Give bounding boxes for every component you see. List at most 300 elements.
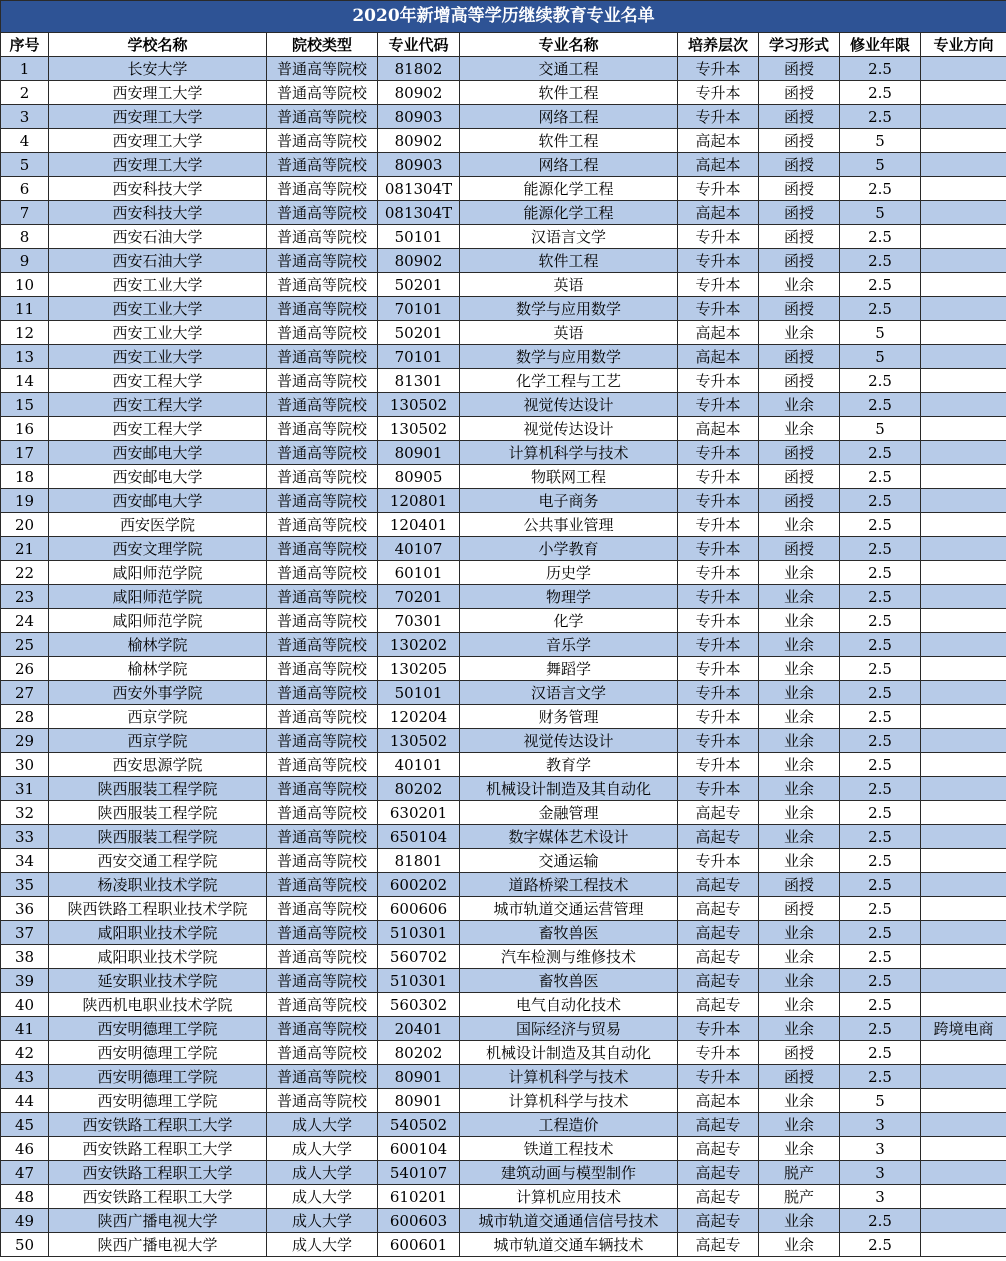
cell-program-name: 视觉传达设计 bbox=[460, 393, 678, 417]
cell-school-name: 西安理工大学 bbox=[49, 105, 267, 129]
cell-program-name: 财务管理 bbox=[460, 705, 678, 729]
cell-duration: 2.5 bbox=[840, 849, 921, 873]
cell-index: 28 bbox=[1, 705, 49, 729]
cell-study-mode: 函授 bbox=[759, 1065, 840, 1089]
cell-training-level: 高起本 bbox=[678, 201, 759, 225]
cell-program-code: 600606 bbox=[378, 897, 460, 921]
cell-training-level: 专升本 bbox=[678, 465, 759, 489]
table-row bbox=[1, 969, 1006, 993]
cell-study-mode: 业余 bbox=[759, 417, 840, 441]
cell-school-type: 普通高等院校 bbox=[267, 57, 378, 81]
cell-study-mode: 函授 bbox=[759, 177, 840, 201]
cell-study-mode: 函授 bbox=[759, 1041, 840, 1065]
cell-index: 27 bbox=[1, 681, 49, 705]
table-row bbox=[1, 129, 1006, 153]
cell-specialization bbox=[921, 921, 1006, 945]
cell-index: 7 bbox=[1, 201, 49, 225]
cell-index: 19 bbox=[1, 489, 49, 513]
cell-program-name: 视觉传达设计 bbox=[460, 729, 678, 753]
cell-school-name: 西安邮电大学 bbox=[49, 441, 267, 465]
cell-program-name: 软件工程 bbox=[460, 81, 678, 105]
cell-specialization bbox=[921, 849, 1006, 873]
table-row bbox=[1, 729, 1006, 753]
cell-training-level: 专升本 bbox=[678, 561, 759, 585]
cell-study-mode: 业余 bbox=[759, 681, 840, 705]
cell-duration: 2.5 bbox=[840, 945, 921, 969]
cell-index: 37 bbox=[1, 921, 49, 945]
cell-program-code: 130202 bbox=[378, 633, 460, 657]
cell-school-type: 普通高等院校 bbox=[267, 801, 378, 825]
cell-school-name: 西安理工大学 bbox=[49, 129, 267, 153]
table-row bbox=[1, 945, 1006, 969]
table-row bbox=[1, 57, 1006, 81]
cell-program-name: 交通运输 bbox=[460, 849, 678, 873]
cell-school-type: 普通高等院校 bbox=[267, 1041, 378, 1065]
cell-school-type: 普通高等院校 bbox=[267, 297, 378, 321]
cell-school-type: 普通高等院校 bbox=[267, 585, 378, 609]
table-row bbox=[1, 153, 1006, 177]
cell-specialization bbox=[921, 465, 1006, 489]
cell-index: 40 bbox=[1, 993, 49, 1017]
cell-school-name: 咸阳职业技术学院 bbox=[49, 921, 267, 945]
cell-specialization bbox=[921, 1089, 1006, 1113]
cell-specialization bbox=[921, 657, 1006, 681]
cell-specialization bbox=[921, 417, 1006, 441]
cell-specialization bbox=[921, 777, 1006, 801]
cell-duration: 2.5 bbox=[840, 369, 921, 393]
cell-school-type: 成人大学 bbox=[267, 1233, 378, 1257]
cell-index: 17 bbox=[1, 441, 49, 465]
table-row bbox=[1, 825, 1006, 849]
cell-school-name: 西安铁路工程职工大学 bbox=[49, 1137, 267, 1161]
cell-study-mode: 业余 bbox=[759, 729, 840, 753]
cell-training-level: 高起专 bbox=[678, 921, 759, 945]
cell-program-code: 80903 bbox=[378, 105, 460, 129]
header-program-name: 专业名称 bbox=[460, 33, 678, 57]
cell-program-code: 081304T bbox=[378, 177, 460, 201]
cell-school-name: 西安明德理工学院 bbox=[49, 1065, 267, 1089]
cell-school-name: 西安外事学院 bbox=[49, 681, 267, 705]
cell-duration: 5 bbox=[840, 417, 921, 441]
cell-training-level: 高起专 bbox=[678, 945, 759, 969]
table-row bbox=[1, 225, 1006, 249]
cell-school-name: 西安邮电大学 bbox=[49, 465, 267, 489]
cell-training-level: 高起本 bbox=[678, 321, 759, 345]
cell-duration: 3 bbox=[840, 1185, 921, 1209]
cell-study-mode: 函授 bbox=[759, 537, 840, 561]
cell-study-mode: 函授 bbox=[759, 465, 840, 489]
cell-program-code: 80901 bbox=[378, 441, 460, 465]
cell-program-code: 20401 bbox=[378, 1017, 460, 1041]
cell-index: 26 bbox=[1, 657, 49, 681]
cell-specialization bbox=[921, 81, 1006, 105]
cell-specialization bbox=[921, 225, 1006, 249]
cell-study-mode: 业余 bbox=[759, 585, 840, 609]
cell-school-type: 普通高等院校 bbox=[267, 777, 378, 801]
cell-school-type: 普通高等院校 bbox=[267, 969, 378, 993]
cell-study-mode: 函授 bbox=[759, 489, 840, 513]
cell-study-mode: 函授 bbox=[759, 153, 840, 177]
cell-specialization bbox=[921, 753, 1006, 777]
table-row bbox=[1, 1065, 1006, 1089]
cell-school-name: 咸阳师范学院 bbox=[49, 609, 267, 633]
cell-training-level: 专升本 bbox=[678, 57, 759, 81]
cell-school-name: 西安理工大学 bbox=[49, 153, 267, 177]
cell-study-mode: 业余 bbox=[759, 945, 840, 969]
cell-school-type: 普通高等院校 bbox=[267, 945, 378, 969]
cell-program-name: 建筑动画与模型制作 bbox=[460, 1161, 678, 1185]
cell-specialization bbox=[921, 681, 1006, 705]
table-row bbox=[1, 1017, 1006, 1041]
cell-training-level: 高起专 bbox=[678, 969, 759, 993]
cell-index: 49 bbox=[1, 1209, 49, 1233]
cell-training-level: 高起专 bbox=[678, 873, 759, 897]
cell-program-name: 教育学 bbox=[460, 753, 678, 777]
cell-program-code: 60101 bbox=[378, 561, 460, 585]
cell-program-code: 80202 bbox=[378, 1041, 460, 1065]
cell-index: 41 bbox=[1, 1017, 49, 1041]
cell-study-mode: 业余 bbox=[759, 801, 840, 825]
cell-duration: 2.5 bbox=[840, 489, 921, 513]
cell-program-name: 汽车检测与维修技术 bbox=[460, 945, 678, 969]
cell-school-name: 西安明德理工学院 bbox=[49, 1089, 267, 1113]
cell-program-code: 70201 bbox=[378, 585, 460, 609]
cell-program-name: 网络工程 bbox=[460, 105, 678, 129]
cell-index: 48 bbox=[1, 1185, 49, 1209]
cell-study-mode: 脱产 bbox=[759, 1161, 840, 1185]
cell-school-type: 普通高等院校 bbox=[267, 1017, 378, 1041]
cell-index: 33 bbox=[1, 825, 49, 849]
cell-specialization bbox=[921, 969, 1006, 993]
cell-school-name: 陕西服装工程学院 bbox=[49, 777, 267, 801]
cell-program-code: 600603 bbox=[378, 1209, 460, 1233]
cell-school-type: 普通高等院校 bbox=[267, 201, 378, 225]
table-row bbox=[1, 1161, 1006, 1185]
cell-school-type: 普通高等院校 bbox=[267, 681, 378, 705]
cell-school-name: 咸阳师范学院 bbox=[49, 585, 267, 609]
cell-index: 8 bbox=[1, 225, 49, 249]
cell-duration: 2.5 bbox=[840, 105, 921, 129]
cell-study-mode: 业余 bbox=[759, 657, 840, 681]
cell-program-name: 物联网工程 bbox=[460, 465, 678, 489]
cell-study-mode: 业余 bbox=[759, 561, 840, 585]
table-row bbox=[1, 897, 1006, 921]
cell-training-level: 专升本 bbox=[678, 441, 759, 465]
cell-school-type: 成人大学 bbox=[267, 1137, 378, 1161]
table-row bbox=[1, 657, 1006, 681]
cell-program-name: 汉语言文学 bbox=[460, 225, 678, 249]
cell-school-type: 普通高等院校 bbox=[267, 129, 378, 153]
cell-specialization bbox=[921, 441, 1006, 465]
cell-specialization bbox=[921, 489, 1006, 513]
cell-school-name: 陕西服装工程学院 bbox=[49, 825, 267, 849]
cell-specialization bbox=[921, 1233, 1006, 1257]
cell-program-code: 80903 bbox=[378, 153, 460, 177]
cell-school-name: 西安铁路工程职工大学 bbox=[49, 1161, 267, 1185]
cell-index: 16 bbox=[1, 417, 49, 441]
cell-duration: 3 bbox=[840, 1113, 921, 1137]
cell-index: 46 bbox=[1, 1137, 49, 1161]
cell-program-name: 工程造价 bbox=[460, 1113, 678, 1137]
cell-duration: 5 bbox=[840, 129, 921, 153]
cell-training-level: 专升本 bbox=[678, 585, 759, 609]
cell-program-name: 城市轨道交通运营管理 bbox=[460, 897, 678, 921]
cell-specialization bbox=[921, 1137, 1006, 1161]
cell-index: 35 bbox=[1, 873, 49, 897]
cell-index: 13 bbox=[1, 345, 49, 369]
cell-training-level: 高起本 bbox=[678, 417, 759, 441]
cell-training-level: 专升本 bbox=[678, 225, 759, 249]
cell-index: 38 bbox=[1, 945, 49, 969]
cell-program-name: 金融管理 bbox=[460, 801, 678, 825]
cell-duration: 5 bbox=[840, 321, 921, 345]
table-row bbox=[1, 1041, 1006, 1065]
cell-study-mode: 业余 bbox=[759, 321, 840, 345]
cell-school-name: 西安科技大学 bbox=[49, 177, 267, 201]
cell-program-code: 80905 bbox=[378, 465, 460, 489]
cell-program-code: 130502 bbox=[378, 417, 460, 441]
cell-program-name: 化学工程与工艺 bbox=[460, 369, 678, 393]
cell-training-level: 高起专 bbox=[678, 1137, 759, 1161]
cell-study-mode: 业余 bbox=[759, 273, 840, 297]
cell-training-level: 专升本 bbox=[678, 753, 759, 777]
cell-school-type: 普通高等院校 bbox=[267, 729, 378, 753]
cell-study-mode: 函授 bbox=[759, 105, 840, 129]
header-school-type: 院校类型 bbox=[267, 33, 378, 57]
cell-program-name: 机械设计制造及其自动化 bbox=[460, 777, 678, 801]
cell-school-type: 普通高等院校 bbox=[267, 489, 378, 513]
cell-school-name: 西安交通工程学院 bbox=[49, 849, 267, 873]
cell-index: 22 bbox=[1, 561, 49, 585]
cell-duration: 2.5 bbox=[840, 921, 921, 945]
cell-program-code: 650104 bbox=[378, 825, 460, 849]
cell-study-mode: 函授 bbox=[759, 345, 840, 369]
cell-training-level: 高起专 bbox=[678, 1209, 759, 1233]
cell-duration: 2.5 bbox=[840, 1017, 921, 1041]
cell-program-code: 130502 bbox=[378, 729, 460, 753]
cell-school-type: 普通高等院校 bbox=[267, 81, 378, 105]
cell-training-level: 专升本 bbox=[678, 249, 759, 273]
cell-duration: 3 bbox=[840, 1161, 921, 1185]
cell-program-name: 视觉传达设计 bbox=[460, 417, 678, 441]
cell-study-mode: 业余 bbox=[759, 513, 840, 537]
table-row bbox=[1, 489, 1006, 513]
cell-study-mode: 函授 bbox=[759, 297, 840, 321]
cell-duration: 5 bbox=[840, 153, 921, 177]
cell-study-mode: 函授 bbox=[759, 369, 840, 393]
header-school-name: 学校名称 bbox=[49, 33, 267, 57]
cell-specialization bbox=[921, 129, 1006, 153]
cell-training-level: 专升本 bbox=[678, 1017, 759, 1041]
cell-specialization bbox=[921, 1161, 1006, 1185]
cell-school-type: 普通高等院校 bbox=[267, 1065, 378, 1089]
table-row bbox=[1, 993, 1006, 1017]
cell-program-name: 小学教育 bbox=[460, 537, 678, 561]
cell-training-level: 专升本 bbox=[678, 489, 759, 513]
table-title: 2020年新增高等学历继续教育专业名单 bbox=[0, 0, 1006, 32]
cell-duration: 2.5 bbox=[840, 441, 921, 465]
cell-training-level: 高起专 bbox=[678, 1113, 759, 1137]
header-duration: 修业年限 bbox=[840, 33, 921, 57]
cell-school-type: 普通高等院校 bbox=[267, 321, 378, 345]
cell-duration: 2.5 bbox=[840, 801, 921, 825]
cell-program-name: 数学与应用数学 bbox=[460, 345, 678, 369]
cell-program-name: 公共事业管理 bbox=[460, 513, 678, 537]
cell-duration: 2.5 bbox=[840, 585, 921, 609]
cell-school-name: 榆林学院 bbox=[49, 633, 267, 657]
cell-program-name: 电子商务 bbox=[460, 489, 678, 513]
cell-specialization: 跨境电商 bbox=[921, 1017, 1006, 1041]
cell-school-type: 普通高等院校 bbox=[267, 657, 378, 681]
cell-program-name: 计算机科学与技术 bbox=[460, 1089, 678, 1113]
table-row bbox=[1, 537, 1006, 561]
cell-school-name: 西安思源学院 bbox=[49, 753, 267, 777]
cell-study-mode: 业余 bbox=[759, 1137, 840, 1161]
cell-school-name: 西安医学院 bbox=[49, 513, 267, 537]
cell-program-code: 600104 bbox=[378, 1137, 460, 1161]
cell-duration: 5 bbox=[840, 345, 921, 369]
cell-index: 42 bbox=[1, 1041, 49, 1065]
cell-school-name: 陕西机电职业技术学院 bbox=[49, 993, 267, 1017]
cell-school-name: 西京学院 bbox=[49, 705, 267, 729]
cell-study-mode: 函授 bbox=[759, 873, 840, 897]
cell-specialization bbox=[921, 105, 1006, 129]
table-row bbox=[1, 1137, 1006, 1161]
cell-index: 2 bbox=[1, 81, 49, 105]
cell-program-name: 汉语言文学 bbox=[460, 681, 678, 705]
cell-study-mode: 业余 bbox=[759, 825, 840, 849]
cell-program-code: 70101 bbox=[378, 345, 460, 369]
table-row bbox=[1, 753, 1006, 777]
cell-specialization bbox=[921, 345, 1006, 369]
table-row bbox=[1, 921, 1006, 945]
cell-school-type: 普通高等院校 bbox=[267, 921, 378, 945]
cell-specialization bbox=[921, 393, 1006, 417]
cell-training-level: 专升本 bbox=[678, 297, 759, 321]
cell-specialization bbox=[921, 369, 1006, 393]
cell-study-mode: 业余 bbox=[759, 969, 840, 993]
cell-program-name: 机械设计制造及其自动化 bbox=[460, 1041, 678, 1065]
cell-program-name: 畜牧兽医 bbox=[460, 921, 678, 945]
cell-specialization bbox=[921, 993, 1006, 1017]
cell-program-code: 80902 bbox=[378, 129, 460, 153]
cell-school-name: 长安大学 bbox=[49, 57, 267, 81]
cell-study-mode: 业余 bbox=[759, 633, 840, 657]
cell-duration: 2.5 bbox=[840, 249, 921, 273]
table-row bbox=[1, 1209, 1006, 1233]
cell-program-code: 130502 bbox=[378, 393, 460, 417]
cell-duration: 3 bbox=[840, 1137, 921, 1161]
cell-index: 12 bbox=[1, 321, 49, 345]
cell-program-name: 化学 bbox=[460, 609, 678, 633]
cell-school-type: 普通高等院校 bbox=[267, 633, 378, 657]
cell-specialization bbox=[921, 273, 1006, 297]
cell-specialization bbox=[921, 153, 1006, 177]
cell-index: 3 bbox=[1, 105, 49, 129]
cell-study-mode: 业余 bbox=[759, 849, 840, 873]
cell-duration: 2.5 bbox=[840, 633, 921, 657]
cell-duration: 5 bbox=[840, 201, 921, 225]
cell-school-type: 普通高等院校 bbox=[267, 369, 378, 393]
cell-index: 34 bbox=[1, 849, 49, 873]
cell-program-name: 计算机科学与技术 bbox=[460, 1065, 678, 1089]
cell-program-name: 舞蹈学 bbox=[460, 657, 678, 681]
cell-duration: 2.5 bbox=[840, 825, 921, 849]
cell-school-name: 陕西广播电视大学 bbox=[49, 1233, 267, 1257]
cell-program-name: 畜牧兽医 bbox=[460, 969, 678, 993]
cell-index: 1 bbox=[1, 57, 49, 81]
cell-program-code: 120801 bbox=[378, 489, 460, 513]
cell-index: 18 bbox=[1, 465, 49, 489]
cell-school-name: 西安石油大学 bbox=[49, 249, 267, 273]
cell-index: 9 bbox=[1, 249, 49, 273]
cell-index: 30 bbox=[1, 753, 49, 777]
cell-program-name: 电气自动化技术 bbox=[460, 993, 678, 1017]
cell-training-level: 高起专 bbox=[678, 993, 759, 1017]
cell-school-type: 普通高等院校 bbox=[267, 393, 378, 417]
cell-program-name: 城市轨道交通通信信号技术 bbox=[460, 1209, 678, 1233]
cell-index: 32 bbox=[1, 801, 49, 825]
cell-training-level: 高起专 bbox=[678, 1233, 759, 1257]
cell-specialization bbox=[921, 609, 1006, 633]
cell-study-mode: 函授 bbox=[759, 201, 840, 225]
table-row bbox=[1, 465, 1006, 489]
table-row bbox=[1, 1233, 1006, 1257]
cell-study-mode: 函授 bbox=[759, 441, 840, 465]
cell-training-level: 专升本 bbox=[678, 81, 759, 105]
cell-training-level: 专升本 bbox=[678, 729, 759, 753]
cell-program-code: 50101 bbox=[378, 225, 460, 249]
header-program-code: 专业代码 bbox=[378, 33, 460, 57]
cell-program-name: 软件工程 bbox=[460, 249, 678, 273]
cell-program-name: 历史学 bbox=[460, 561, 678, 585]
cell-specialization bbox=[921, 537, 1006, 561]
cell-duration: 2.5 bbox=[840, 1041, 921, 1065]
table-row bbox=[1, 801, 1006, 825]
cell-school-type: 普通高等院校 bbox=[267, 177, 378, 201]
cell-program-name: 城市轨道交通车辆技术 bbox=[460, 1233, 678, 1257]
cell-school-name: 咸阳师范学院 bbox=[49, 561, 267, 585]
cell-training-level: 专升本 bbox=[678, 609, 759, 633]
table-row bbox=[1, 345, 1006, 369]
cell-specialization bbox=[921, 249, 1006, 273]
cell-duration: 2.5 bbox=[840, 657, 921, 681]
cell-index: 24 bbox=[1, 609, 49, 633]
cell-school-name: 西安铁路工程职工大学 bbox=[49, 1185, 267, 1209]
cell-school-type: 普通高等院校 bbox=[267, 873, 378, 897]
cell-program-name: 能源化学工程 bbox=[460, 177, 678, 201]
cell-school-name: 陕西服装工程学院 bbox=[49, 801, 267, 825]
cell-school-type: 成人大学 bbox=[267, 1113, 378, 1137]
cell-specialization bbox=[921, 177, 1006, 201]
cell-school-name: 杨凌职业技术学院 bbox=[49, 873, 267, 897]
cell-school-type: 成人大学 bbox=[267, 1161, 378, 1185]
cell-program-code: 560302 bbox=[378, 993, 460, 1017]
cell-school-type: 普通高等院校 bbox=[267, 753, 378, 777]
cell-program-code: 130205 bbox=[378, 657, 460, 681]
cell-school-type: 普通高等院校 bbox=[267, 417, 378, 441]
cell-program-name: 交通工程 bbox=[460, 57, 678, 81]
cell-school-name: 西安明德理工学院 bbox=[49, 1017, 267, 1041]
cell-specialization bbox=[921, 321, 1006, 345]
cell-school-type: 普通高等院校 bbox=[267, 225, 378, 249]
cell-specialization bbox=[921, 561, 1006, 585]
cell-specialization bbox=[921, 633, 1006, 657]
cell-school-type: 普通高等院校 bbox=[267, 825, 378, 849]
table-row bbox=[1, 321, 1006, 345]
cell-school-name: 延安职业技术学院 bbox=[49, 969, 267, 993]
cell-index: 21 bbox=[1, 537, 49, 561]
